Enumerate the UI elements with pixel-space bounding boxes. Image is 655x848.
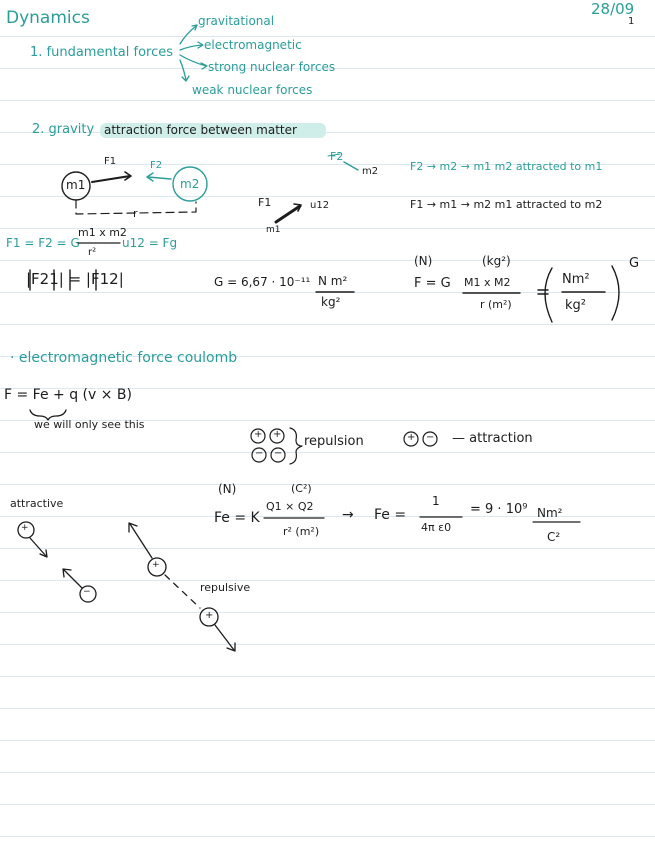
coulomb-units-n: (N) xyxy=(218,482,237,496)
attractive-label: attractive xyxy=(10,497,64,510)
charge-plus-2: + xyxy=(273,429,282,440)
charge-plus-1: + xyxy=(254,429,263,440)
gravity-diagram-m2: m2 xyxy=(362,166,379,177)
electro-heading: · electromagnetic force coulomb xyxy=(10,350,238,366)
attraction-label: — attraction xyxy=(452,431,533,446)
charge-minus-3: − xyxy=(426,432,435,443)
gravity-unit-parens xyxy=(30,266,619,322)
gravity-f-lhs: F = G xyxy=(414,276,451,291)
repulsive-label: repulsive xyxy=(200,581,251,594)
charge-plus-5: + xyxy=(152,560,160,570)
page-date: 28/09 xyxy=(591,0,635,18)
electro-note: we will only see this xyxy=(34,418,145,431)
charge-minus-1: − xyxy=(255,448,264,459)
gravity-diagram-m1: m1 xyxy=(266,225,281,235)
gravity-diagram-u: u12 xyxy=(310,200,330,211)
forces-brace-arrows xyxy=(180,25,207,81)
gravity-note-2: F1 → m1 → m2 m1 attracted to m2 xyxy=(410,198,603,211)
coulomb-fe2-lhs: Fe = xyxy=(374,507,407,523)
gravity-units-n: (N) xyxy=(414,254,433,268)
force-item-weak: weak nuclear forces xyxy=(192,83,313,97)
gravity-eq-num: m1 x m2 xyxy=(78,226,127,239)
attractive-diagram xyxy=(18,522,96,602)
coulomb-fe2-unit-den: C² xyxy=(547,530,561,544)
coulomb-fe2-num: 1 xyxy=(432,494,440,508)
gravity-f-unit-g: G xyxy=(629,256,640,271)
gravity-f1-label: F1 xyxy=(104,156,117,167)
page-number: 1 xyxy=(628,16,635,27)
coulomb-units-c: (C²) xyxy=(291,482,312,495)
charge-circles xyxy=(251,428,437,464)
charge-plus-6: + xyxy=(205,610,214,621)
coulomb-arrow: → xyxy=(342,507,354,523)
gravity-g-unit-num: N m² xyxy=(318,274,348,288)
page-title: Dynamics xyxy=(6,8,90,28)
force-item-gravitational: gravitational xyxy=(198,14,275,28)
gravity-f-unit-num: Nm² xyxy=(562,272,590,287)
gravity-diagram-f2: F2 xyxy=(330,150,344,163)
gravity-f2-label: F2 xyxy=(150,160,163,171)
charge-plus-3: + xyxy=(407,432,416,443)
coulomb-fe-den: r² (m²) xyxy=(283,525,320,538)
force-item-strong: strong nuclear forces xyxy=(208,60,336,74)
charge-minus-2: − xyxy=(274,448,283,459)
gravity-f-unit-den: kg² xyxy=(565,298,586,313)
charge-minus-4: − xyxy=(83,587,91,597)
gravity-m1-label: m1 xyxy=(66,178,86,192)
gravity-m2-label: m2 xyxy=(180,177,200,191)
repulsive-diagram xyxy=(129,523,235,651)
electro-brace xyxy=(30,410,66,420)
gravity-magnitude: |F21| = |F12| xyxy=(26,270,124,288)
gravity-f-den: r (m²) xyxy=(480,298,512,311)
gravity-heading: 2. gravity xyxy=(32,122,95,137)
gravity-f-num: M1 x M2 xyxy=(464,276,511,289)
repulsion-label: repulsion xyxy=(304,434,364,449)
gravity-vector-diagram xyxy=(276,154,358,222)
gravity-masses xyxy=(62,167,207,214)
charge-plus-4: + xyxy=(21,523,29,533)
coulomb-fe-lhs: Fe = K xyxy=(214,510,260,526)
coulomb-fe2-den: 4π ε0 xyxy=(421,521,452,534)
coulomb-fraction-lines xyxy=(264,517,580,522)
gravity-units-kg: (kg²) xyxy=(482,254,511,268)
gravity-g-value: G = 6,67 · 10⁻¹¹ xyxy=(214,275,311,289)
coulomb-fe2-unit-num: Nm² xyxy=(537,506,563,520)
gravity-eq-den: r² xyxy=(88,247,97,258)
force-item-electromagnetic: electromagnetic xyxy=(204,38,302,52)
electro-equation: F = Fe + q (v × B) xyxy=(4,387,132,403)
gravity-g-unit-den: kg² xyxy=(321,295,341,309)
coulomb-fe2-eq: = 9 · 10⁹ xyxy=(470,502,528,517)
gravity-subheading: attraction force between matter xyxy=(104,123,297,137)
coulomb-fe-num: Q1 × Q2 xyxy=(266,500,314,513)
gravity-diagram-f1: F1 xyxy=(258,196,272,209)
gravity-eq-tail: u12 = Fg xyxy=(122,236,178,250)
gravity-r-label: r xyxy=(133,207,138,220)
gravity-note-1: F2 → m2 → m1 m2 attracted to m1 xyxy=(410,160,603,173)
forces-label: 1. fundamental forces xyxy=(30,45,174,60)
gravity-eq-lhs: F1 = F2 = G xyxy=(6,236,80,250)
